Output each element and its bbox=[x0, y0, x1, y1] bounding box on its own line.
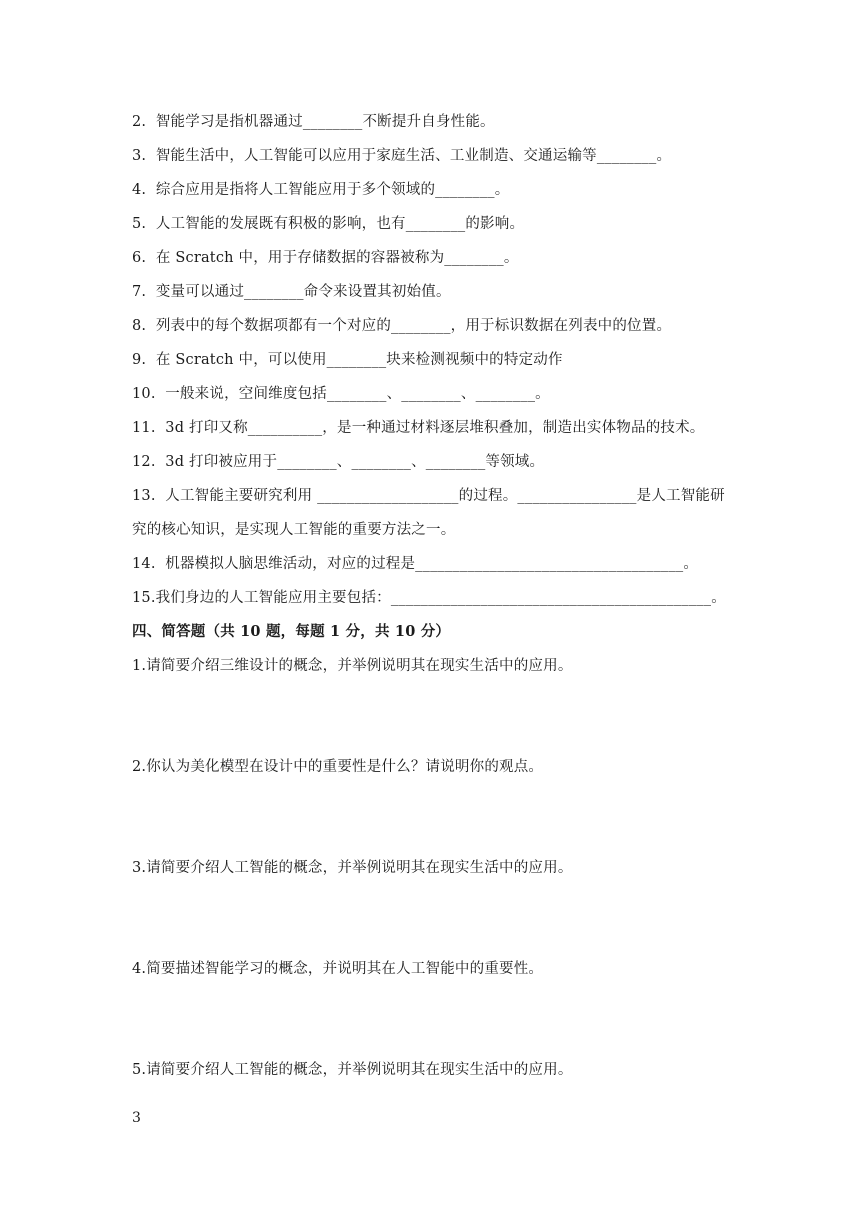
question-14: 14. 机器模拟人脑思维活动，对应的过程是____________________________________。 bbox=[132, 556, 699, 572]
question-2: 2. 智能学习是指机器通过________不断提升自身性能。 bbox=[132, 114, 495, 130]
short-answer-4: 4.简要描述智能学习的概念，并说明其在人工智能中的重要性。 bbox=[132, 961, 544, 977]
question-10: 10. 一般来说，空间维度包括________、________、________。 bbox=[132, 386, 550, 402]
question-7: 7. 变量可以通过________命令来设置其初始值。 bbox=[132, 284, 451, 300]
page-number: 3 bbox=[132, 1110, 141, 1126]
question-4: 4. 综合应用是指将人工智能应用于多个领域的________。 bbox=[132, 182, 510, 198]
section-heading: 四、简答题（共 10 题，每题 1 分，共 10 分） bbox=[132, 623, 451, 640]
question-8: 8. 列表中的每个数据项都有一个对应的________，用于标识数据在列表中的位置。 bbox=[132, 318, 672, 334]
question-12: 12. 3d 打印被应用于________、________、________等领域。 bbox=[132, 454, 545, 470]
short-answer-2: 2.你认为美化模型在设计中的重要性是什么？请说明你的观点。 bbox=[132, 759, 544, 775]
short-answer-1: 1.请简要介绍三维设计的概念，并举例说明其在现实生活中的应用。 bbox=[132, 658, 573, 674]
question-13: 13. 人工智能主要研究利用 ___________________的过程。________________是人工智能研 bbox=[132, 488, 725, 504]
short-answer-5: 5.请简要介绍人工智能的概念，并举例说明其在现实生活中的应用。 bbox=[132, 1062, 573, 1078]
short-answer-3: 3.请简要介绍人工智能的概念，并举例说明其在现实生活中的应用。 bbox=[132, 860, 573, 876]
question-3: 3. 智能生活中，人工智能可以应用于家庭生活、工业制造、交通运输等________。 bbox=[132, 148, 672, 164]
question-5: 5. 人工智能的发展既有积极的影响，也有________的影响。 bbox=[132, 216, 525, 232]
question-11: 11. 3d 打印又称__________，是一种通过材料逐层堆积叠加，制造出实体物品的技术。 bbox=[132, 420, 705, 436]
question-9: 9. 在 Scratch 中，可以使用________块来检测视频中的特定动作 bbox=[132, 352, 563, 368]
question-13-continued: 究的核心知识，是实现人工智能的重要方法之一。 bbox=[132, 522, 456, 538]
question-15: 15.我们身边的人工智能应用主要包括：___________________________________________。 bbox=[132, 590, 726, 606]
question-6: 6. 在 Scratch 中，用于存储数据的容器被称为________。 bbox=[132, 250, 519, 266]
